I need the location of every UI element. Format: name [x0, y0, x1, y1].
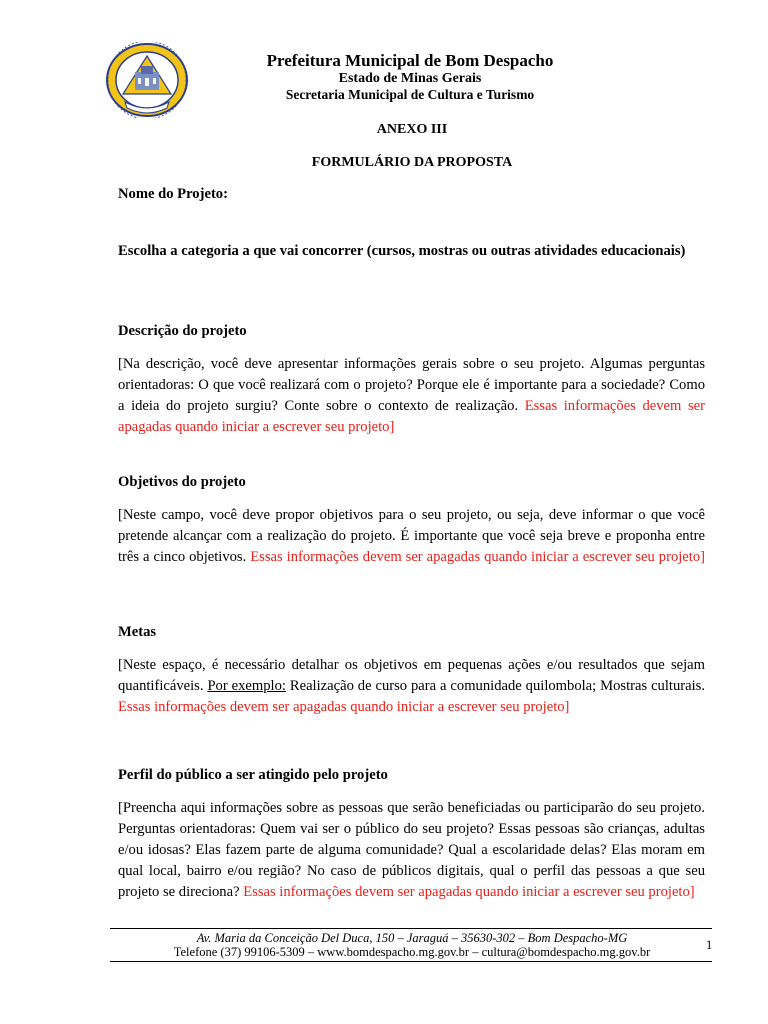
seal-icon: [105, 42, 189, 118]
goals-title: Metas: [118, 624, 157, 640]
audience-text: [Preencha aqui informações sobre as pessoas que serão beneficiadas ou participarão do seu projeto. Perguntas orientadoras: Quem vai ser o público do seu projeto? Essas pessoas são crianças, adultas e/ou idosas? Elas fazem parte de alguma comunidade? Qual a escolaridade delas? Elas moram em qual local, bairro e/ou região? No caso de públicos digitais, qual o perfil das pessoas a que seu projeto se direciona?: [118, 800, 705, 900]
municipal-seal-logo: [105, 42, 189, 118]
project-name-label: Nome do Projeto:: [118, 186, 228, 202]
description-text: [Na descrição, você deve apresentar informações gerais sobre o seu projeto. Algumas perguntas orientadoras: O que você realizará com o projeto? Porque ele é importante para a sociedade? Como a ideia do projeto surgiu? Conte sobre o contexto de realização.: [118, 356, 705, 414]
description-note: Essas informações devem ser apagadas quando iniciar a escrever seu projeto]: [118, 398, 705, 435]
goals-text-start: [Neste espaço, é necessário detalhar os objetivos em pequenas ações e/ou resultados que sejam quantificáveis.: [118, 657, 705, 694]
objectives-note: Essas informações devem ser apagadas quando iniciar a escrever seu projeto]: [250, 549, 705, 565]
form-title: FORMULÁRIO DA PROPOSTA: [311, 155, 513, 170]
footer-address-line: Av. Maria da Conceição Del Duca, 150 – Jaraguá – 35630-302 – Bom Despacho-MG: [196, 931, 628, 945]
objectives-text: [Neste campo, você deve propor objetivos para o seu projeto, ou seja, deve informar o que você pretende alcançar com a realização do projeto. É importante que você seja breve e proponha entre três a cinco objetivos.: [118, 507, 705, 565]
footer-top-rule: [110, 928, 712, 929]
goals-text-end: Realização de curso para a comunidade quilombola; Mostras culturais.: [289, 678, 705, 694]
goals-note: Essas informações devem ser apagadas quando iniciar a escrever seu projeto]: [118, 699, 570, 715]
goals-body: [118, 655, 705, 718]
audience-note: Essas informações devem ser apagadas quando iniciar a escrever seu projeto]: [243, 884, 695, 900]
audience-title: Perfil do público a ser atingido pelo projeto: [118, 767, 388, 783]
objectives-title: Objetivos do projeto: [118, 474, 246, 490]
objectives-body: [118, 505, 705, 568]
category-prompt: Escolha a categoria a que vai concorrer (cursos, mostras ou outras atividades educacionais): [118, 243, 686, 259]
header-title: Prefeitura Municipal de Bom Despacho: [266, 51, 554, 70]
page-number: 1: [706, 938, 713, 952]
footer-contact-line: Telefone (37) 99106-5309 – www.bomdespacho.mg.gov.br – cultura@bomdespacho.mg.gov.br: [173, 945, 651, 959]
audience-body: [118, 798, 705, 903]
header-state: Estado de Minas Gerais: [338, 71, 482, 86]
footer-bottom-rule: [110, 961, 712, 962]
header-secretariat: Secretaria Municipal de Cultura e Turismo: [285, 87, 535, 102]
annex-title: ANEXO III: [376, 122, 448, 137]
description-body: [118, 354, 705, 438]
footer-address: [118, 931, 706, 959]
description-title: Descrição do projeto: [118, 323, 247, 339]
goals-example-label: Por exemplo:: [207, 678, 286, 694]
